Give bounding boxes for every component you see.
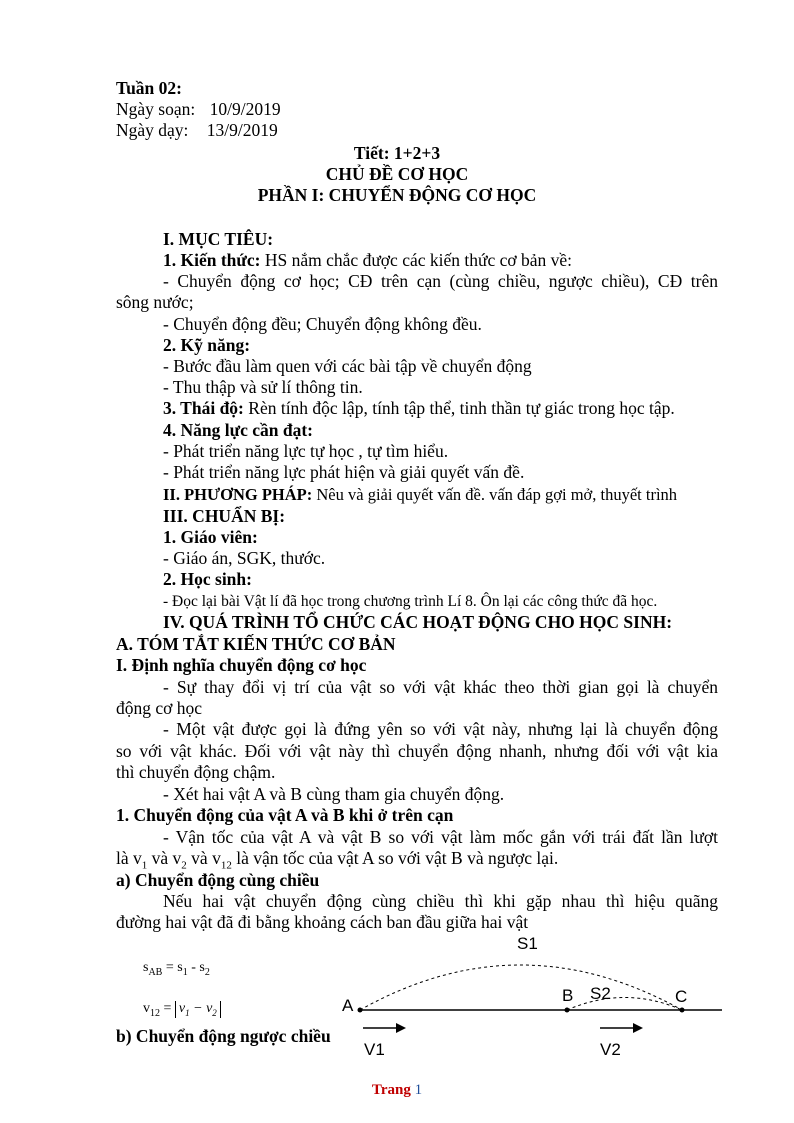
label-a: A (342, 996, 354, 1015)
definition-1b: động cơ học (116, 698, 203, 718)
page-footer (0, 1082, 794, 1099)
velocity-text-3: và v (186, 848, 221, 868)
velocity-line-a: - Vận tốc của vật A và vật B so với vật làm mốc gắn với trái đất lần lượt (163, 827, 718, 847)
page-label: Trang (371, 1082, 411, 1098)
definition-3: - Xét hai vật A và B cùng tham gia chuyển động. (163, 784, 505, 804)
competence-item-2: - Phát triển năng lực phát hiện và giải quyết vấn đề. (163, 462, 525, 482)
arrow-v1-head (396, 1023, 406, 1033)
formula-distance-sub-1: 1 (182, 966, 188, 978)
label-v2: V2 (600, 1040, 621, 1059)
knowledge-item-2: - Chuyển động đều; Chuyển động không đều. (163, 314, 482, 334)
point-c (680, 1008, 685, 1013)
definition-2c: thì chuyển động chậm. (116, 762, 276, 782)
label-v1: V1 (364, 1040, 385, 1059)
formula-velocity-eq: = (160, 1001, 175, 1016)
label-c: C (675, 987, 688, 1006)
formula-distance-sub-ab: AB (148, 966, 163, 978)
formula-abs-v1: v (178, 1001, 186, 1016)
knowledge-item-1a: - Chuyển động cơ học; CĐ trên cạn (cùng chiều, ngược chiều), CĐ trên (163, 271, 718, 291)
period-title: Tiết: 1+2+3 (353, 143, 441, 163)
label-s1: S1 (517, 934, 538, 953)
velocity-sub-1: 1 (141, 859, 148, 872)
formula-velocity-v: v (143, 1001, 150, 1016)
attitude-text: Rèn tính độc lập, tính tập thể, tinh thần tự giác trong học tập. (243, 398, 675, 418)
label-s2: S2 (590, 984, 611, 1003)
definition-2b: so với vật khác. Đối với vật này thì chuyển động nhanh, nhưng đối với vật kia (116, 741, 718, 761)
point-a (358, 1008, 363, 1013)
land-heading: 1. Chuyển động của vật A và B khi ở trên cạn (116, 805, 454, 825)
teacher-label: 1. Giáo viên: (163, 527, 258, 547)
arc-s2 (567, 998, 682, 1011)
attitude-label: 3. Thái độ: (163, 398, 244, 418)
preparation-heading: III. CHUẨN BỊ: (163, 506, 286, 526)
knowledge-item-1b: sông nước; (116, 292, 194, 312)
formula-velocity-sub-12: 12 (150, 1007, 160, 1019)
same-direction-text-a: Nếu hai vật chuyển động cùng chiều thì khi gặp nhau thì hiệu quãng (163, 891, 718, 911)
methods-text: Nêu và giải quyết vấn đề. vấn đáp gợi mở, thuyết trình (312, 485, 678, 504)
skills-item-2: - Thu thập và sử lí thông tin. (163, 377, 363, 397)
label-b: B (562, 986, 574, 1005)
process-heading: IV. QUÁ TRÌNH TỔ CHỨC CÁC HOẠT ĐỘNG CHO HỌC SINH: (163, 612, 673, 632)
summary-heading: A. TÓM TẮT KIẾN THỨC CƠ BẢN (116, 634, 396, 654)
formula-abs-sub-2: 2 (212, 1007, 217, 1018)
page-number: 1 (414, 1082, 423, 1098)
skills-label: 2. Kỹ năng: (163, 335, 251, 355)
prep-date: 10/9/2019 (209, 99, 281, 119)
formula-distance-sub-2: 2 (204, 966, 210, 978)
arc-s1 (360, 965, 682, 1010)
definition-1a: - Sự thay đổi vị trí của vật so với vật khác theo thời gian gọi là chuyển (163, 677, 718, 697)
prep-label: Ngày soạn: (116, 99, 196, 119)
teach-label: Ngày dạy: (116, 120, 189, 140)
formula-distance-s: s (143, 960, 149, 975)
week-label: Tuần 02: (116, 78, 182, 98)
velocity-text-4: là vận tốc của vật A so với vật B và ngược lại. (231, 848, 559, 868)
competence-item-1: - Phát triển năng lực tự học , tự tìm hiểu. (163, 441, 449, 461)
teach-date: 13/9/2019 (206, 120, 278, 140)
skills-item-1: - Bước đầu làm quen với các bài tập về chuyển động (163, 356, 532, 376)
competence-label: 4. Năng lực cần đạt: (163, 420, 314, 440)
knowledge-label: 1. Kiến thức: (163, 250, 261, 270)
definition-heading: I. Định nghĩa chuyển động cơ học (116, 655, 367, 675)
point-b (565, 1008, 570, 1013)
part-title: PHẦN I: CHUYỂN ĐỘNG CƠ HỌC (257, 185, 537, 205)
same-direction-text-b: đường hai vật đã đi bằng khoảng cách ban đầu giữa hai vật (116, 912, 529, 932)
velocity-text-2: và v (147, 848, 182, 868)
student-label: 2. Học sinh: (163, 569, 252, 589)
objectives-heading: I. MỤC TIÊU: (163, 229, 274, 249)
opposite-direction-heading: b) Chuyển động ngược chiều (116, 1026, 331, 1046)
velocity-text-1: là v (116, 848, 142, 868)
teacher-text: - Giáo án, SGK, thước. (163, 548, 326, 568)
formula-distance-minus: - s (187, 960, 205, 975)
methods-label: II. PHƯƠNG PHÁP: (163, 485, 313, 504)
formula-distance-eq: = s (162, 960, 183, 975)
formula-abs-sub-1: 1 (185, 1007, 190, 1018)
formula-abs-v2: v (206, 1001, 213, 1016)
velocity-sub-3: 12 (220, 859, 232, 872)
definition-2a: - Một vật được gọi là đứng yên so với vật này, nhưng lại là chuyển động (163, 719, 718, 739)
student-text: - Đọc lại bài Vật lí đã học trong chương trình Lí 8. Ôn lại các công thức đã học. (163, 593, 658, 610)
topic-title: CHỦ ĐỀ CƠ HỌC (325, 164, 469, 184)
same-direction-heading: a) Chuyển động cùng chiều (116, 870, 320, 890)
knowledge-text: HS nắm chắc được các kiến thức cơ bản về: (260, 250, 573, 270)
velocity-sub-2: 2 (181, 859, 187, 872)
formula-abs-minus: − (189, 1001, 207, 1016)
arrow-v2-head (633, 1023, 643, 1033)
